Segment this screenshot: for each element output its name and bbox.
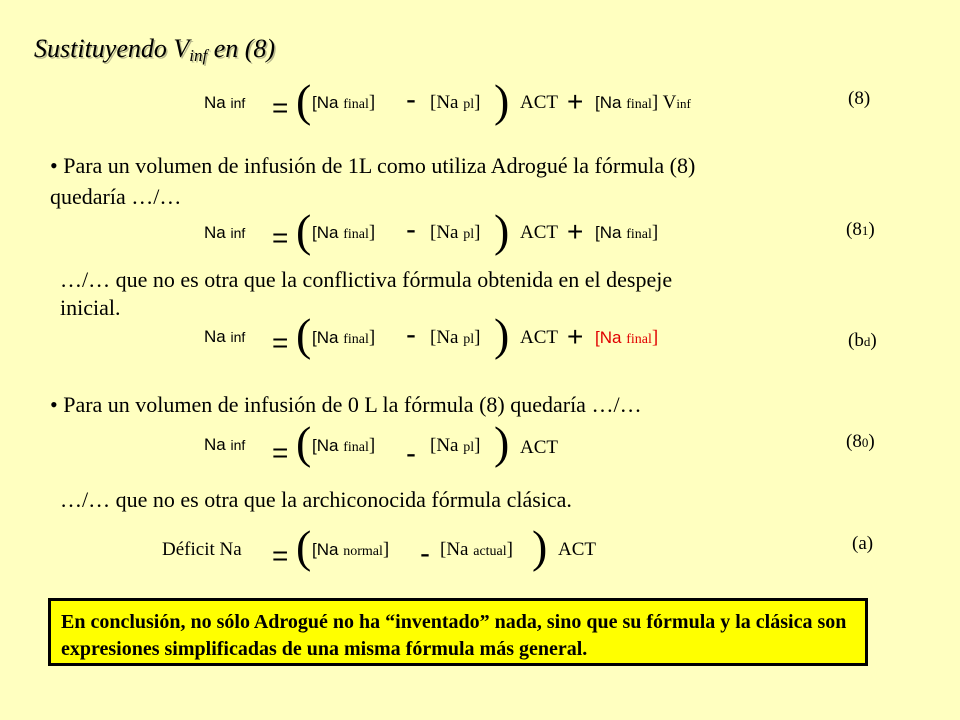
paragraph-conflictiva: …/… que no es otra que la conflictiva fórmula obtenida en el despeje inicial. bbox=[60, 267, 673, 320]
equation-label-a: (a) bbox=[852, 533, 874, 554]
paragraph-clasica: …/… que no es otra que la archiconocida fórmula clásica. bbox=[60, 487, 572, 512]
equation-label-8-0: (80) bbox=[846, 431, 875, 452]
highlighted-na-final: [Na final] bbox=[595, 327, 659, 348]
bullet-volume-1l-cont: quedaría …/… bbox=[50, 184, 182, 209]
equation-label-bd: (bd) bbox=[848, 330, 877, 351]
equation-label-8-1: (81) bbox=[846, 219, 875, 240]
bullet-volume-1l: • Para un volumen de infusión de 1L como utiliza Adrogué la fórmula (8) bbox=[50, 153, 696, 178]
bullet-volume-0l: • Para un volumen de infusión de 0 L la fórmula (8) quedaría …/… bbox=[50, 392, 642, 417]
conclusion-box bbox=[48, 598, 868, 666]
equation-label-8: (8) bbox=[848, 88, 871, 109]
conclusion-text: En conclusión, no sólo Adrogué no ha “inventado” nada, sino que su fórmula y la clásica son expresiones simplificadas de una misma fórmula más general. bbox=[61, 611, 847, 660]
slide-title: Sustituyendo $V_{inf}$ en (8) bbox=[34, 34, 276, 65]
